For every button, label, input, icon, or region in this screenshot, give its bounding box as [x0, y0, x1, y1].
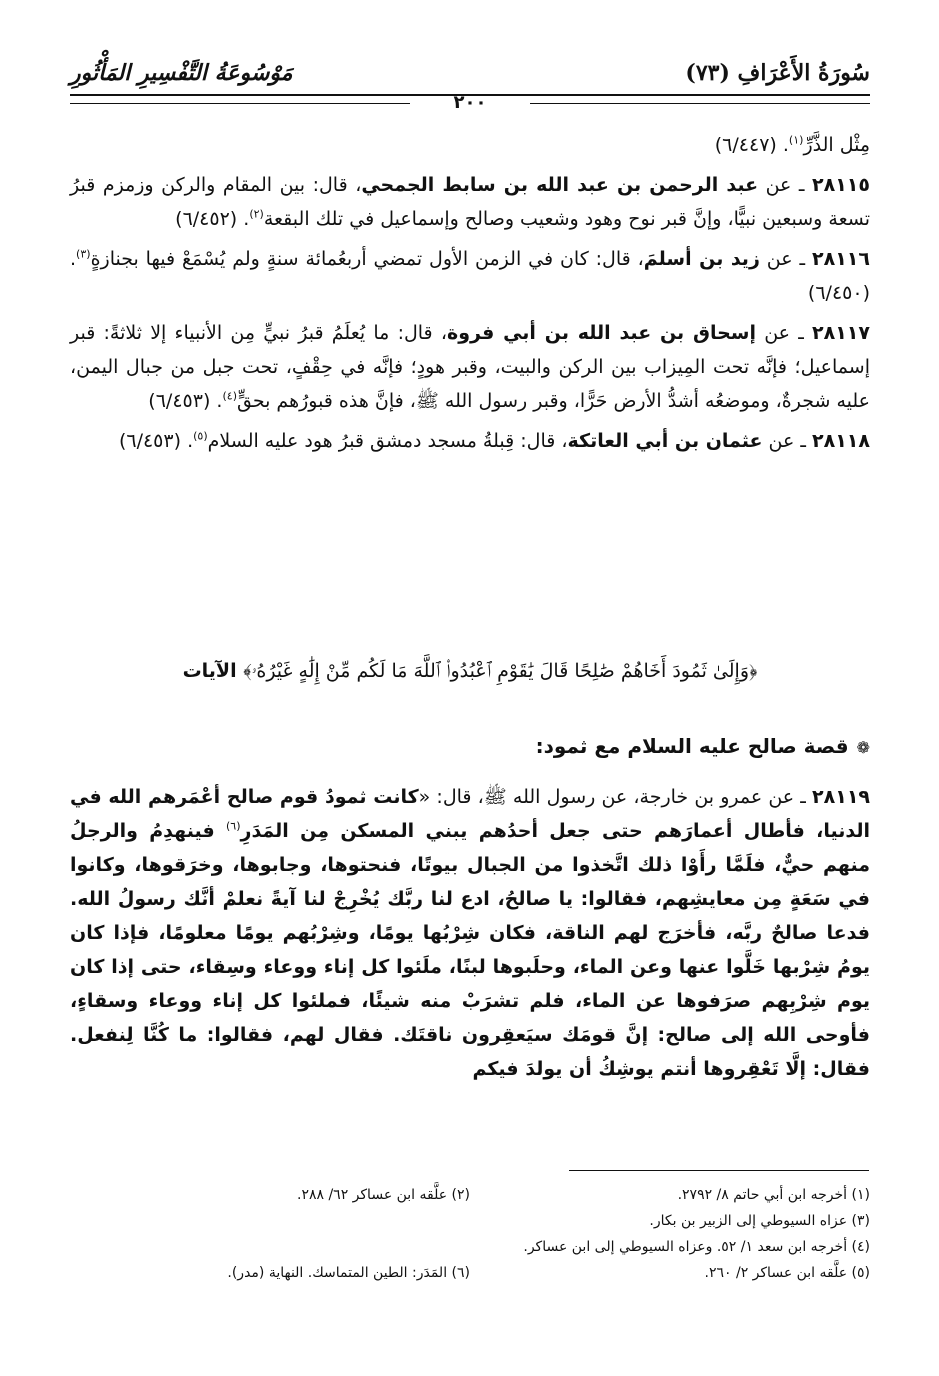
entry-number: ٢٨١١٨ [812, 430, 870, 452]
verse-tail: الآيات [182, 660, 244, 682]
narrator-name: عثمان بن أبي العاتكة [567, 430, 763, 452]
entry-1 [70, 168, 870, 236]
volume-ref: (٦/٤٥٣) [148, 390, 211, 412]
entry-number: ٢٨١١٦ [812, 248, 870, 270]
entries-block [70, 128, 870, 464]
entry-tail: . [70, 248, 77, 270]
narrator-name: زيد بن أسلمَ [643, 248, 760, 270]
footnote-rule [569, 1170, 869, 1171]
volume-ref: (٦/٤٥٠) [807, 282, 870, 304]
page-number: ٢٠٠ [453, 92, 487, 113]
footnote-4: (٤) أخرجه ابن سعد ١/ ٥٢. وعزاه السيوطي إلى ابن عساكر. [523, 1239, 870, 1255]
footnote-marker: (٦) [225, 819, 241, 833]
entry-tail: . [210, 390, 223, 412]
footnotes [70, 1182, 870, 1286]
entry-tail: . [237, 208, 250, 230]
entry-text: مِثْل الذَّرِّ [803, 134, 870, 156]
volume-ref: (٦/٤٤٧) [714, 134, 777, 156]
flower-icon: ❁ [856, 738, 870, 757]
entry-3 [70, 316, 870, 418]
page-number-row [70, 92, 870, 116]
volume-ref: (٦/٤٥٢) [175, 208, 238, 230]
footnote-1: (١) أخرجه ابن أبي حاتم ٨/ ٢٧٩٢. [677, 1187, 870, 1203]
hadith-entry [70, 780, 870, 1086]
entry-text: ، قال: ما يُعلَمُ قبرُ نبيٍّ مِن الأنبياء إلا ثلاثةً: قبر إسماعيل؛ فإنَّه تحت المِيزاب بين الركن والبيت، وقبر هودٍ؛ فإنَّه في حِقْفٍ، تحت جبل من جبال اليمن، عليه شجرةٌ، وموضعُه أشدُّ الأرض حَرًّا، وقبر رسول الله ﷺ، فإنَّ هذه قبورُهم بحقٍّ [70, 322, 870, 412]
footnote-marker: (٢) [249, 207, 264, 221]
entry-2 [70, 242, 870, 310]
entry-dash: ـ عن [759, 248, 812, 270]
hadith-intro: ـ عن عمرو بن خارجة، عن رسول الله ﷺ، قال: « [418, 786, 813, 808]
footnote-marker: (٤) [222, 389, 237, 403]
page-number-rule-right [530, 103, 870, 104]
surah-title: سُورَةُ الأَعْرَافِ (٧٣) [685, 60, 870, 86]
footnote-row [70, 1208, 870, 1234]
footnote-3: (٣) عزاه السيوطي إلى الزبير بن بكار. [649, 1213, 870, 1229]
footnote-2: (٢) علَّقه ابن عساكر ٦٢/ ٢٨٨. [296, 1187, 470, 1203]
section-title-text: قصة صالح عليه السلام مع ثمود: [535, 734, 849, 758]
section-heading [70, 734, 870, 758]
narrator-name: إسحاق بن عبد الله بن أبي فروة [447, 322, 756, 344]
entry-text: ، قال: بين المقام والركن وزمزم قبرُ تسعة وسبعين نبيًّا، وإنَّ قبر نوح وهود وشعيب وصالح وإسماعيل في تلك البقعة [70, 174, 870, 230]
entry-text: ، قال: قِبلةُ مسجد دمشق قبرُ هود عليه السلام [207, 430, 568, 452]
entry-dash: ـ عن [762, 430, 813, 452]
footnote-6: (٦) المَدَر: الطين المتماسك. النهاية (مدر). [227, 1265, 470, 1281]
entry-dash: ـ عن [756, 322, 813, 344]
entry-text: ، قال: كان في الزمن الأول تمضي أربعُمائة سنةٍ ولم يُسْمَعْ فيها بجنازةٍ [90, 248, 644, 270]
footnote-5: (٥) علَّقه ابن عساكر ٢/ ٢٦٠. [704, 1265, 870, 1281]
footnote-row [70, 1182, 870, 1208]
footnote-row [70, 1260, 870, 1286]
footnote-marker: (١) [788, 133, 804, 147]
entry-tail: . [181, 430, 194, 452]
book-title: مَوْسُوعَةُ التَّفْسِيرِ المَأْثُورِ [70, 60, 293, 86]
entry-0 [70, 128, 870, 162]
entry-number: ٢٨١١٧ [812, 322, 870, 344]
footnote-row [70, 1234, 870, 1260]
entry-number: ٢٨١١٩ [812, 786, 871, 808]
entry-number: ٢٨١١٥ [812, 174, 870, 196]
hadith-text-continued: فينهدِمُ والرجلُ منهم حيٌّ، فلَمَّا رأَوْا ذلك اتَّخذوا من الجبال بيوتًا، فنحتوها، وجابوها، وخرَقوها، وكانوا في سَعَةٍ مِن معايشِهم، فقالوا: يا صالحُ، ادع لنا ربَّك يُخْرِجْ لنا آيةً نعلمْ أنَّك رسولُ الله. فدعا صالحٌ ربَّه، فأخرَج لهم الناقة، فكان شِرْبُها يومًا، وشِرْبُهم يومًا معلومًا، فإذا كان يومُ شِرْبها خَلَّوا عنها وعن الماء، وحلَبوها لبنًا، ملَئوا كل إناء ووعاء وسِقاء، حتى إذا كان يوم شِرْبِهم صرَفوها عن الماء، فلم تشرَبْ منه شيئًا، فملئوا كل إناء ووعاء وسقاءٍ، فأوحى الله إلى صالح: إنَّ قومَك سيَعقِرون ناقتَك. فقال لهم، فقالوا: ما كُنَّا لِنفعل. فقال: إلَّا تَعْقِروها أنتم يوشِكُ أن يولدَ فيكم [70, 820, 870, 1080]
footnote-marker: (٥) [193, 429, 208, 443]
quran-verse [70, 660, 870, 682]
entry-4 [70, 424, 870, 458]
hadith-text: كانت ثمودُ قوم صالح أعْمَرهم الله في الدنيا، فأطال أعمارَهم حتى جعل أحدُهم يبني المسكن مِن المَدَرِ [70, 786, 870, 842]
volume-ref: (٦/٤٥٣) [118, 430, 182, 452]
verse-text: ﴿وَإِلَىٰ ثَمُودَ أَخَاهُمْ صَٰلِحًا قَالَ يَٰقَوْمِ ٱعْبُدُوا۟ ٱللَّهَ مَا لَكُم مِّنْ إِلَٰهٍ غَيْرُهُۥ﴾ [243, 660, 758, 682]
entry-tail: . [776, 134, 789, 156]
narrator-name: عبد الرحمن بن عبد الله بن سابط الجمحي [361, 174, 759, 196]
footnote-marker: (٣) [76, 247, 91, 261]
page-number-rule-left [70, 103, 410, 104]
entry-dash: ـ عن [758, 174, 812, 196]
